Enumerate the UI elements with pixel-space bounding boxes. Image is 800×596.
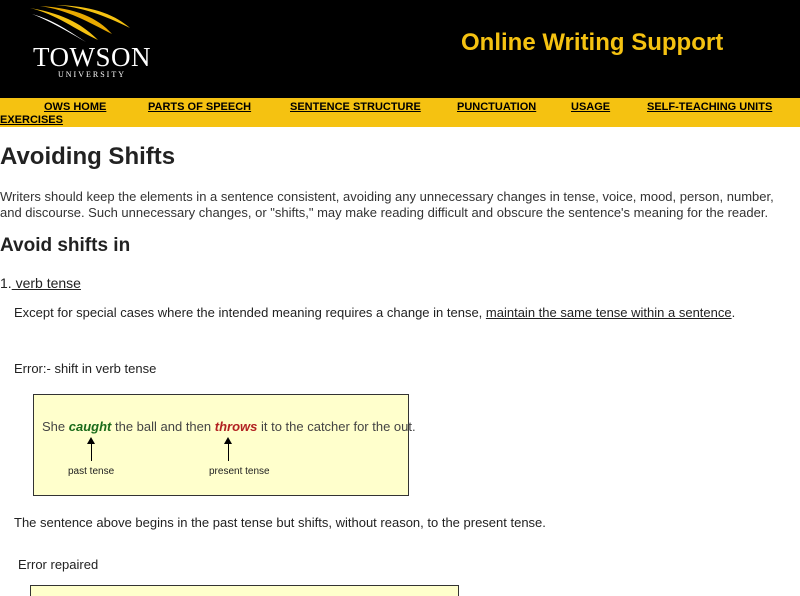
verb-tense-label: verb tense: [11, 275, 81, 291]
nav-parts-of-speech[interactable]: PARTS OF SPEECH: [148, 101, 252, 113]
repaired-example-box: [30, 585, 459, 596]
logo-wordmark: TOWSON: [32, 42, 151, 72]
rule-period: .: [731, 305, 736, 320]
nav-sentence-structure[interactable]: SENTENCE STRUCTURE: [290, 101, 421, 113]
nav-exercises[interactable]: EXERCISES: [0, 114, 63, 126]
past-arrow-icon: [91, 443, 92, 461]
section-heading: Avoid shifts in: [0, 235, 131, 256]
nav-self-teaching-units[interactable]: SELF-TEACHING UNITS: [647, 101, 773, 113]
sentence-part: the ball and then: [111, 419, 215, 434]
site-header: [0, 0, 800, 98]
rule-text: Except for special cases where the intended meaning requires a change in tense,: [14, 305, 486, 320]
rule-emphasis: maintain the same tense within a sentence: [485, 305, 732, 320]
present-tense-label: present tense: [209, 466, 270, 477]
past-tense-label: past tense: [68, 466, 115, 477]
nav-usage[interactable]: USAGE: [571, 101, 611, 113]
tiger-stripes-icon: [26, 4, 146, 44]
nav-ows-home[interactable]: OWS HOME: [44, 101, 107, 113]
main-nav: [0, 98, 800, 127]
repair-heading: Error repaired: [18, 557, 99, 572]
towson-logo[interactable]: [22, 4, 162, 86]
list-number: 1.: [0, 275, 12, 291]
logo-subtitle: UNIVERSITY: [58, 70, 126, 79]
explanation-paragraph: The sentence above begins in the past tense but shifts, without reason, to the present tense.: [14, 515, 546, 530]
past-verb: caught: [68, 419, 112, 434]
sentence-part: it to the catcher for the out.: [257, 419, 416, 434]
tense-rule-paragraph: [14, 305, 735, 320]
intro-paragraph: Writers should keep the elements in a sentence consistent, avoiding any unnecessary changes in tense, voice, mood, person, number, and discourse. Such unnecessary changes, or "shifts," may make reading difficult and obscure the sentence's meaning for the reader.: [0, 189, 774, 220]
sentence-part: She: [42, 419, 69, 434]
error-heading: Error:- shift in verb tense: [14, 361, 157, 376]
example-box: [33, 394, 416, 496]
nav-punctuation[interactable]: PUNCTUATION: [457, 101, 537, 113]
present-arrow-icon: [228, 443, 229, 461]
example-sentence: [42, 419, 416, 434]
list-item-verb-tense: [0, 275, 81, 291]
site-title: Online Writing Support: [461, 29, 724, 56]
page-title: Avoiding Shifts: [0, 143, 176, 170]
present-verb: throws: [214, 419, 258, 434]
